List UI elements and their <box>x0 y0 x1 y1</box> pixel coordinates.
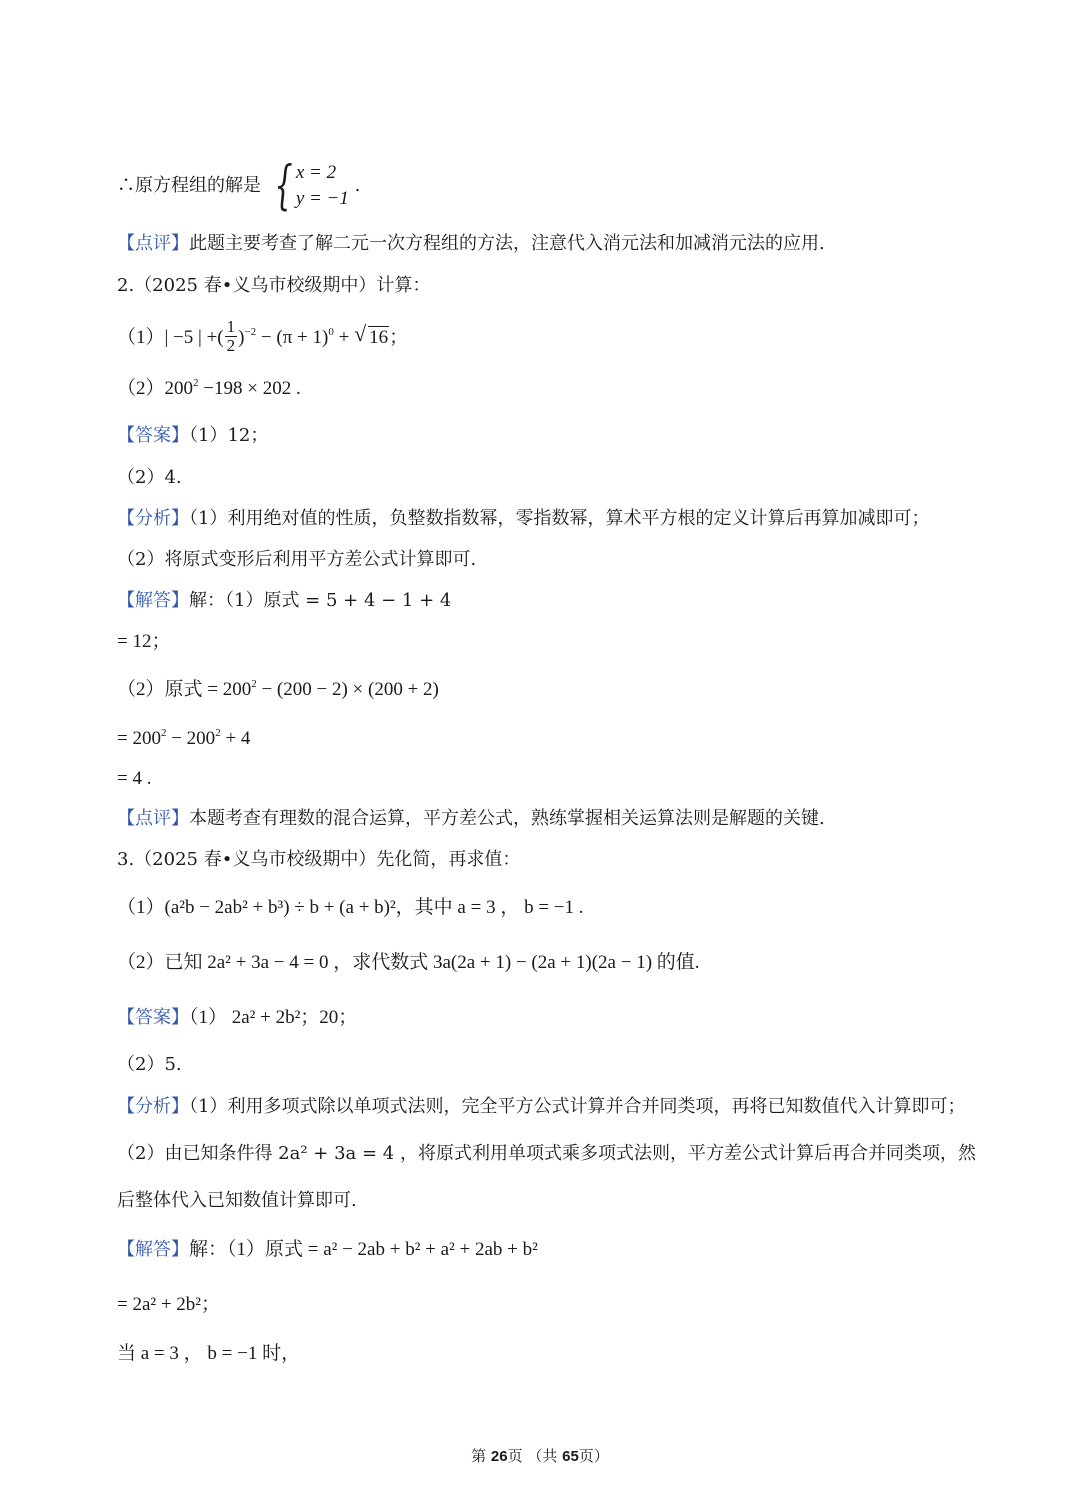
q3-answer-2: （2）5. <box>117 1054 182 1075</box>
q1-comment <box>117 232 825 256</box>
q2-solution-2: = 12； <box>117 631 171 652</box>
q3-solution-3: 当 a = 3 ， b = −1 时， <box>117 1343 301 1364</box>
solution-tag: 【解答】 <box>117 590 189 611</box>
solution-text: 解：（1）原式 = 5 + 4 − 1 + 4 <box>189 590 452 611</box>
analysis-text: （1）利用多项式除以单项式法则，完全平方公式计算并合并同类项，再将已知数值代入计算即可； <box>189 1096 966 1117</box>
q2-part2 <box>117 377 301 403</box>
sol4-b: − 200 <box>166 728 216 749</box>
answer-tag: 【答案】 <box>117 425 189 446</box>
fraction-num: 1 <box>226 317 236 336</box>
q2-analysis <box>117 507 929 531</box>
q3-part2: （2）已知 2a² + 3a − 4 = 0 ，求代数式 3a(2a + 1) − (2a + 1)(2a − 1) 的值. <box>117 952 700 973</box>
q3-answer <box>117 1006 357 1030</box>
q2-title: 2.（2025 春•义乌市校级期中）计算： <box>117 275 431 296</box>
footer-post: 页） <box>578 1447 609 1465</box>
page-footer <box>0 1445 1080 1466</box>
fraction-den: 2 <box>226 336 236 355</box>
sol3-a: （2）原式 = 200 <box>117 679 252 700</box>
q2-solution <box>117 589 451 613</box>
answer-text: （1） 2a² + 2b²；20； <box>189 1007 358 1028</box>
sqrt-body: 16 <box>369 326 389 348</box>
solution-text: 解：（1）原式 = a² − 2ab + b² + a² + 2ab + b² <box>189 1239 538 1260</box>
q3-part1: （1）(a²b − 2ab² + b³) ÷ b + (a + b)²，其中 a = 3 ， b = −1 . <box>117 897 584 918</box>
q2-p1-prefix: （1）| −5 | +( <box>117 326 224 348</box>
q3-analysis-3: 后整体代入已知数值计算即可. <box>117 1190 357 1211</box>
sol3-b: − (200 − 2) × (200 + 2) <box>256 679 439 700</box>
analysis-text: （1）利用绝对值的性质，负整数指数幂，零指数幂，算术平方根的定义计算后再算加减即可； <box>189 508 930 529</box>
conclusion-text: ∴原方程组的解是 <box>117 175 261 196</box>
page-total: 65 <box>562 1448 579 1465</box>
q3-analysis-2: （2）由已知条件得 2a² + 3a = 4 ，将原式利用单项式乘多项式法则，平方差公式计算后再合并同类项，然 <box>117 1143 976 1164</box>
q2-p1-end: ； <box>389 326 409 348</box>
comment-tag: 【点评】 <box>117 808 189 829</box>
q3-solution-2: = 2a² + 2b²； <box>117 1294 221 1315</box>
footer-pre: 第 <box>471 1447 491 1465</box>
exp-neg2: −2 <box>244 325 257 338</box>
sol4-exp2: 2 <box>215 727 221 739</box>
analysis-tag: 【分析】 <box>117 1096 189 1117</box>
sqrt-symbol <box>354 320 389 350</box>
q2-part1: （1）| −5 | +( $\frac{1}{2}$ )$^{-2} - (\pi + 1)^0$ + √ 16； <box>117 317 409 355</box>
sol4-c: + 4 <box>220 728 251 749</box>
q2-p2-exp: 2 <box>193 377 199 389</box>
q2-solution-3 <box>117 678 439 704</box>
answer-tag: 【答案】 <box>117 1007 189 1028</box>
q3-solution <box>117 1238 538 1262</box>
q3-title: 3.（2025 春•义乌市校级期中）先化简，再求值： <box>117 849 521 870</box>
brace-icon: { <box>274 156 293 216</box>
comment-text: 此题主要考查了解二元一次方程组的方法，注意代入消元法和加减消元法的应用. <box>189 233 825 254</box>
q2-p1-mid: − (π + 1) <box>256 326 329 348</box>
equation-x: x = 2 <box>295 162 337 183</box>
q2-analysis-2: （2）将原式变形后利用平方差公式计算即可. <box>117 549 477 570</box>
solution-conclusion <box>117 156 361 216</box>
footer-mid: 页 （共 <box>507 1447 563 1465</box>
equation-y: y = −1 <box>295 188 349 209</box>
page-number: 26 <box>490 1448 508 1465</box>
radical-icon: √ <box>354 320 367 346</box>
answer-text: （1）12； <box>189 425 269 446</box>
comment-tag: 【点评】 <box>117 233 189 254</box>
analysis-tag: 【分析】 <box>117 508 189 529</box>
q2-p2-prefix: （2）200 <box>117 378 194 399</box>
comment-text: 本题考查有理数的混合运算，平方差公式，熟练掌握相关运算法则是解题的关键. <box>189 808 825 829</box>
q3-analysis <box>117 1095 965 1119</box>
sol3-exp: 2 <box>251 678 257 690</box>
q2-p1-plus: + <box>333 326 355 348</box>
q2-solution-4 <box>117 727 250 753</box>
q2-p2-rest: −198 × 202 . <box>198 378 301 399</box>
fraction-half <box>225 318 238 355</box>
sol4-a: = 200 <box>117 728 161 749</box>
sol4-exp1: 2 <box>160 727 167 739</box>
exp-zero: 0 <box>328 325 334 338</box>
q2-comment <box>117 807 825 831</box>
q2-answer-2: （2）4. <box>117 467 182 488</box>
solution-tag: 【解答】 <box>117 1239 189 1260</box>
equation-system <box>267 156 349 216</box>
q2-answer <box>117 424 268 448</box>
q2-solution-5: = 4 . <box>117 768 152 789</box>
conclusion-period: . <box>354 175 361 196</box>
